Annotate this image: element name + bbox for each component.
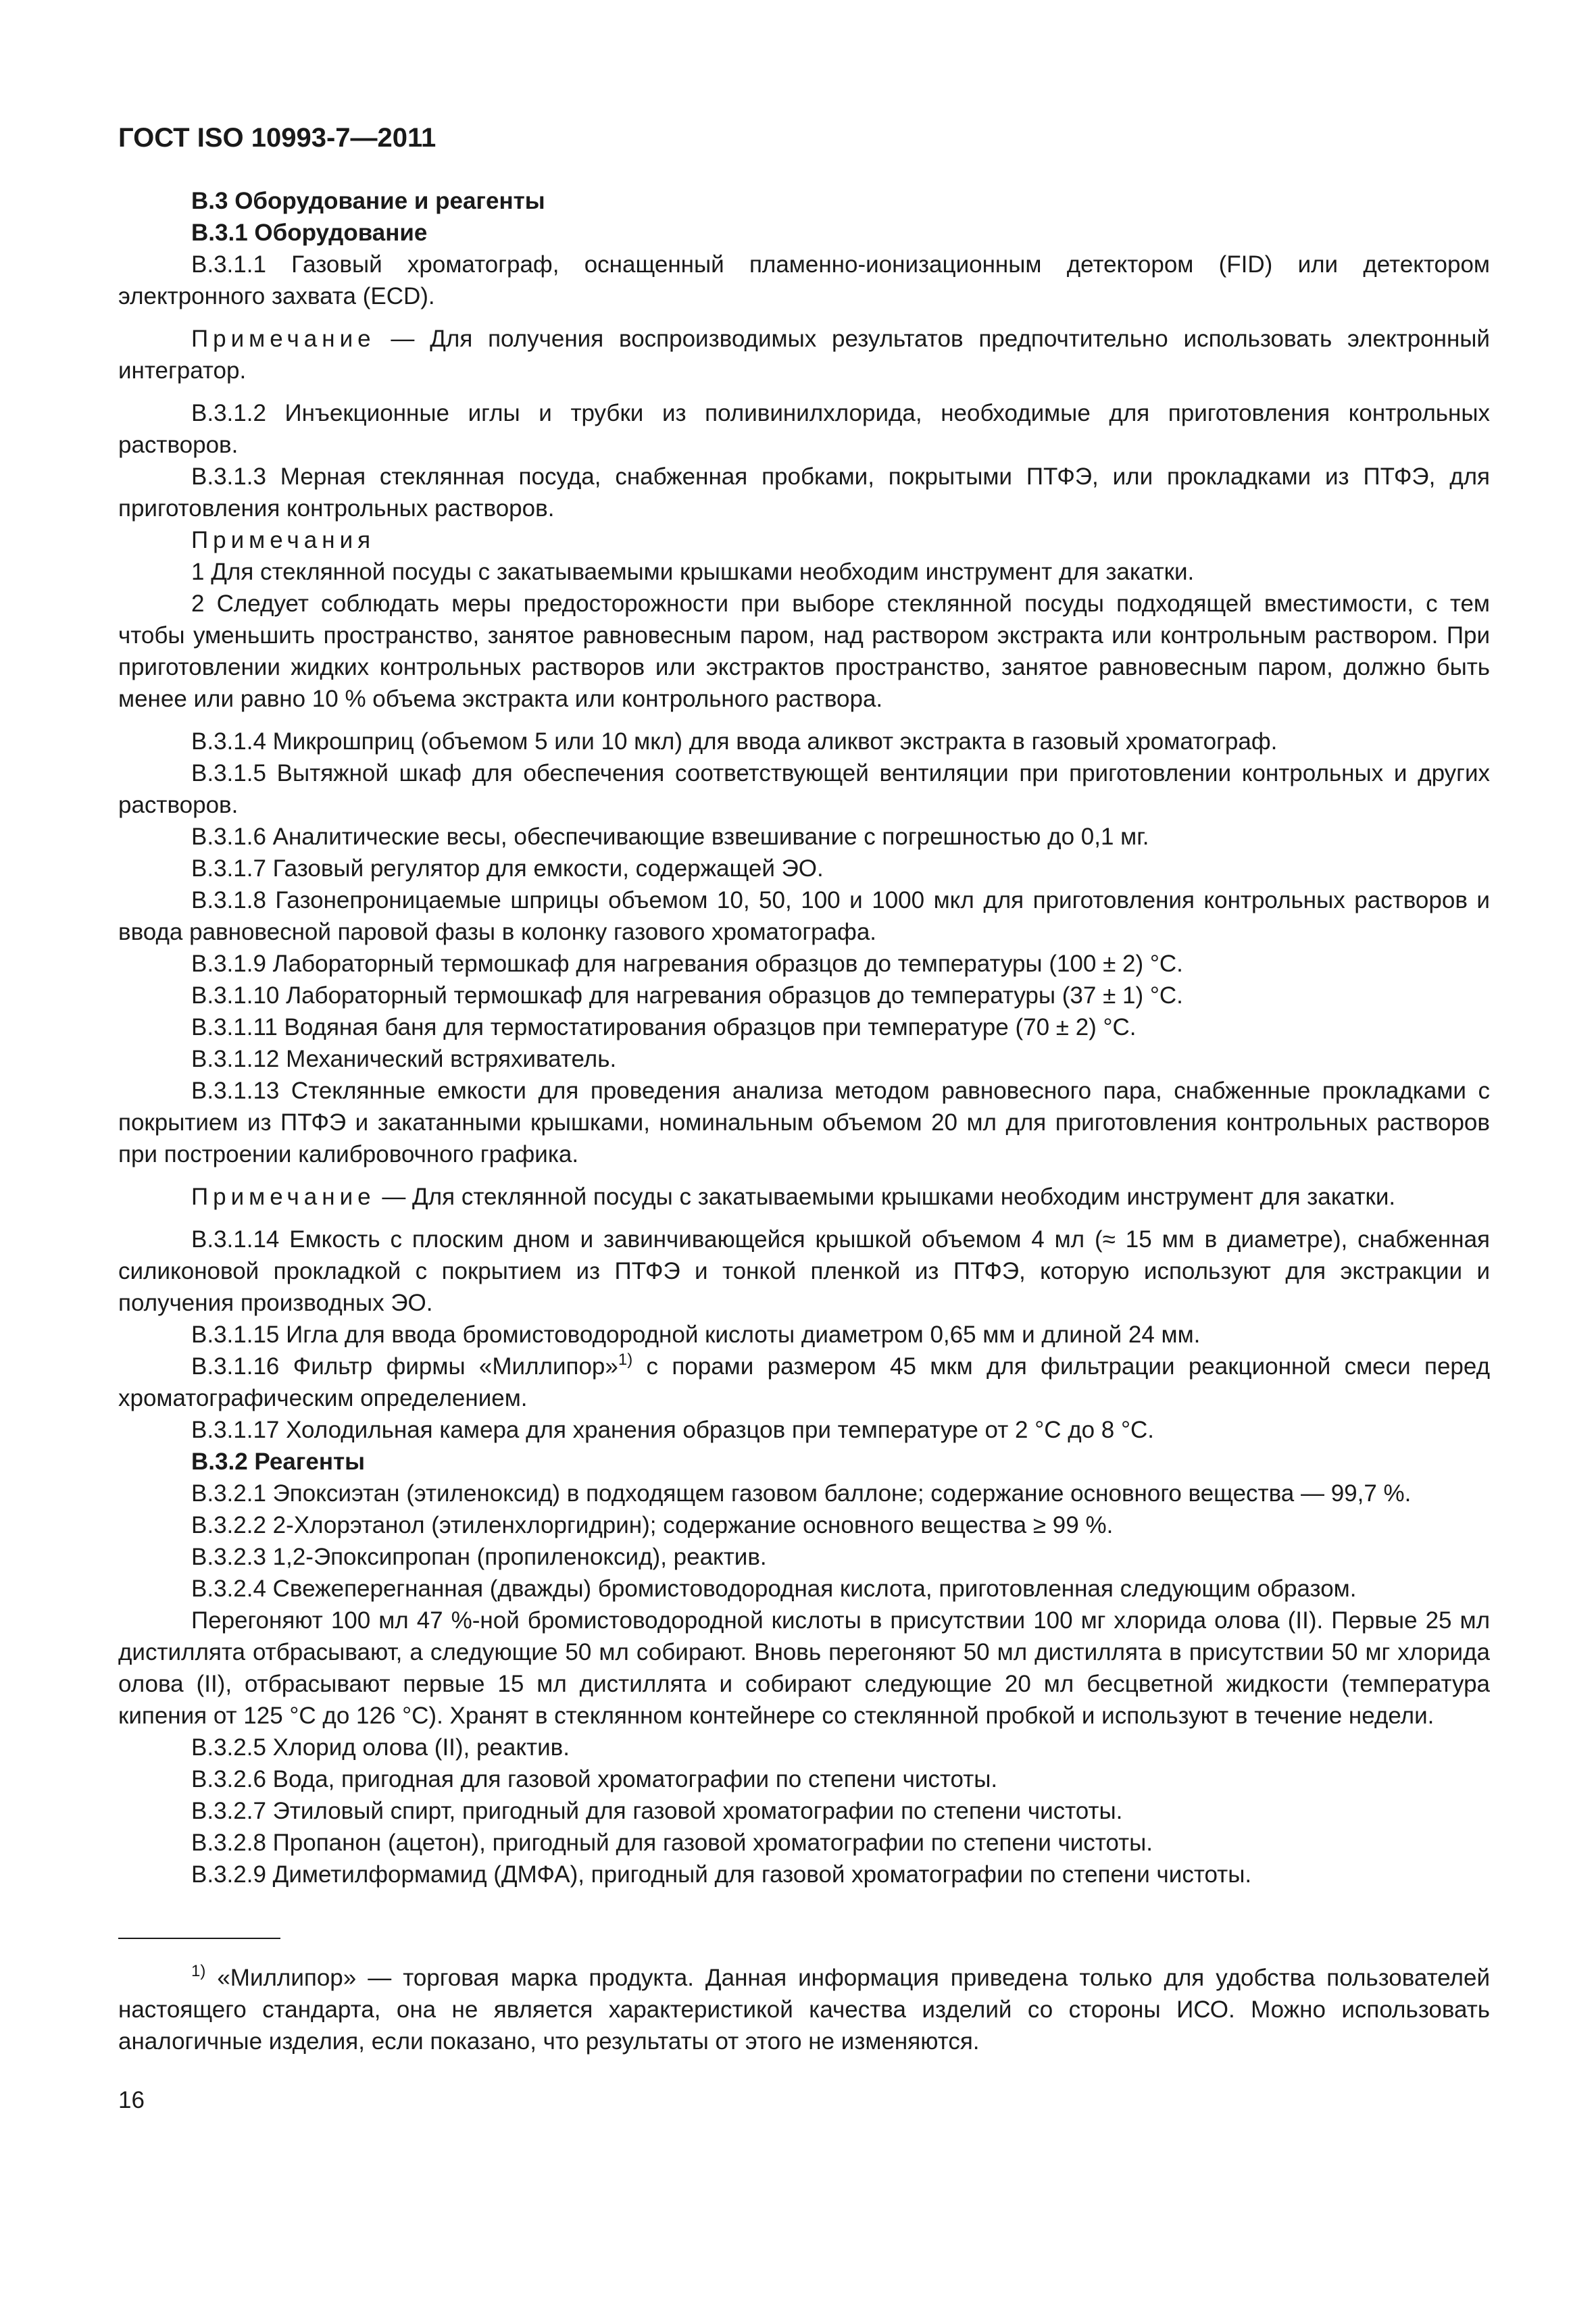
paragraph-b3-1-14: В.3.1.14 Емкость с плоским дном и завинчивающейся крышкой объемом 4 мл (≈ 15 мм в диаметре), снабженная силиконовой прокладкой с покрытием из ПТФЭ и тонкой пленкой из ПТФЭ, которую используют для экстракции и получения производных ЭО. [118, 1226, 1490, 1316]
note-text: — Для стеклянной посуды с закатываемыми крышками необходим инструмент для закатки. [375, 1184, 1396, 1210]
paragraph-b3-1-8: В.3.1.8 Газонепроницаемые шприцы объемом 10, 50, 100 и 1000 мкл для приготовления контрольных растворов и ввода равновесной паровой фазы в колонку газового хроматографа. [118, 887, 1490, 945]
paragraph-b3-1-10: В.3.1.10 Лабораторный термошкаф для нагревания образцов до температуры (37 ± 1) °С. [191, 982, 1183, 1009]
paragraph-b3-1-2: В.3.1.2 Инъекционные иглы и трубки из поливинилхлорида, необходимые для приготовления контрольных растворов. [118, 400, 1490, 458]
paragraph-b3-2-1: В.3.2.1 Эпоксиэтан (этиленоксид) в подходящем газовом баллоне; содержание основного вещества — 99,7 %. [191, 1480, 1412, 1507]
footnote-ref: 1) [618, 1351, 633, 1369]
note-1 [118, 323, 1490, 386]
paragraph-b3-1-15: В.3.1.15 Игла для ввода бромистоводородной кислоты диаметром 0,65 мм и длиной 24 мм. [191, 1322, 1201, 1348]
paragraph-b3-2-7: В.3.2.7 Этиловый спирт, пригодный для газовой хроматографии по степени чистоты. [191, 1798, 1123, 1824]
note-item-1: 1 Для стеклянной посуды с закатываемыми крышками необходим инструмент для закатки. [191, 559, 1195, 585]
paragraph-b3-2-6: В.3.2.6 Вода, пригодная для газовой хроматографии по степени чистоты. [191, 1766, 998, 1792]
note-text: — Для получения воспроизводимых результатов предпочтительно использовать электронный интегратор. [118, 326, 1490, 384]
paragraph-b3-1-17: В.3.1.17 Холодильная камера для хранения образцов при температуре от 2 °С до 8 °С. [191, 1417, 1154, 1443]
paragraph-b3-2-5: В.3.2.5 Хлорид олова (II), реактив. [191, 1734, 570, 1761]
paragraph-b3-1-13: В.3.1.13 Стеклянные емкости для проведения анализа методом равновесного пара, снабженные прокладками с покрытием из ПТФЭ и закатанными крышками, номинальным объемом 20 мл для приготовления контрольных растворов при построении калибровочного графика. [118, 1078, 1490, 1167]
paragraph-b3-1-4: В.3.1.4 Микрошприц (объемом 5 или 10 мкл) для ввода аликвот экстракта в газовый хроматограф. [191, 728, 1278, 755]
paragraph-b3-1-1: В.3.1.1 Газовый хроматограф, оснащенный пламенно-ионизационным детектором (FID) или детектором электронного захвата (ECD). [118, 251, 1490, 309]
paragraph-b3-2-3: В.3.2.3 1,2-Эпоксипропан (пропиленоксид), реактив. [191, 1544, 767, 1570]
section-heading-b3: В.3 Оборудование и реагенты [191, 188, 545, 214]
section-heading-b32: В.3.2 Реагенты [191, 1449, 365, 1475]
paragraph-b3-2-2: В.3.2.2 2-Хлорэтанол (этиленхлоргидрин); содержание основного вещества ≥ 99 %. [191, 1512, 1114, 1538]
note-2 [118, 1181, 1490, 1213]
document-page [118, 120, 1490, 2116]
paragraph-b3-2-4: В.3.2.4 Свежеперегнанная (дважды) бромистоводородная кислота, приготовленная следующим образом. [191, 1576, 1357, 1602]
paragraph-b3-1-5: В.3.1.5 Вытяжной шкаф для обеспечения соответствующей вентиляции при приготовлении контрольных и других растворов. [118, 760, 1490, 818]
footnote: $^{1)}$ «Миллипор» — торговая марка продукта. Данная информация приведена только для удобства пользователей настоящего стандарта, она не является характеристикой качества изделий со стороны ИСО. Можно использовать аналогичные изделия, если показано, что результаты от этого не изменяются. [118, 1962, 1490, 2055]
footnote-divider [118, 1938, 280, 1939]
note-label: Примечание [191, 326, 376, 352]
document-header: ГОСТ ISO 10993-7—2011 [118, 123, 437, 153]
section-heading-b31: В.3.1 Оборудование [191, 220, 428, 246]
paragraph-b3-1-7: В.3.1.7 Газовый регулятор для емкости, содержащей ЭО. [191, 855, 824, 882]
paragraph-b3-2-8: В.3.2.8 Пропанон (ацетон), пригодный для газовой хроматографии по степени чистоты. [191, 1830, 1153, 1856]
paragraph-b3-1-11: В.3.1.11 Водяная баня для термостатирования образцов при температуре (70 ± 2) °С. [191, 1014, 1137, 1040]
note-label: Примечание [191, 1184, 376, 1210]
paragraph-b3-1-16: В.3.1.16 Фильтр фирмы «Миллипор»$^{1)}$ с порами размером 45 мкм для фильтрации реакционной смеси перед хроматографическим определением. [118, 1351, 1490, 1411]
paragraph-b3-1-6: В.3.1.6 Аналитические весы, обеспечивающие взвешивание с погрешностью до 0,1 мг. [191, 824, 1149, 850]
note-item-2: 2 Следует соблюдать меры предосторожности при выборе стеклянной посуды подходящей вместимости, с тем чтобы уменьшить пространство, занятое равновесным паром, над раствором экстракта или контрольным раствором. При приготовлении жидких контрольных растворов или экстрактов пространство, занятое равновесным паром, должно быть менее или равно 10 % объема экстракта или контрольного раствора. [118, 590, 1490, 712]
paragraph-b3-2-9: В.3.2.9 Диметилформамид (ДМФА), пригодный для газовой хроматографии по степени чистоты. [191, 1861, 1252, 1888]
page-number: 16 [118, 2087, 145, 2113]
paragraph-b3-2-4-text: Перегоняют 100 мл 47 %-ной бромистоводородной кислоты в присутствии 100 мг хлорида олова (II). Первые 25 мл дистиллята отбрасывают, а следующие 50 мл собирают. Вновь перегоняют 50 мл дистиллята в присутствии 50 мг хлорида олова (II), отбрасывают первые 15 мл дистиллята и собирают следующие 20 мл бесцветной жидкости (температура кипения от 125 °С до 126 °С). Хранят в стеклянном контейнере со стеклянной пробкой и используют в течение недели. [118, 1607, 1490, 1729]
paragraph-b3-1-12: В.3.1.12 Механический встряхиватель. [191, 1046, 617, 1072]
paragraph-b3-1-3: В.3.1.3 Мерная стеклянная посуда, снабженная пробками, покрытыми ПТФЭ, или прокладками из ПТФЭ, для приготовления контрольных растворов. [118, 463, 1490, 522]
notes-label: Примечания [191, 527, 376, 553]
paragraph-b3-1-9: В.3.1.9 Лабораторный термошкаф для нагревания образцов до температуры (100 ± 2) °С. [191, 951, 1183, 977]
footnote-marker: 1) [191, 1962, 206, 1980]
